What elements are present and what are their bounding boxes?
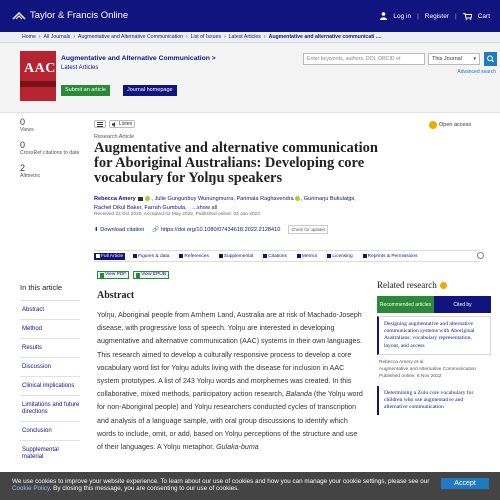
register-link[interactable]: Register bbox=[424, 12, 450, 20]
toc-item-results[interactable]: Results bbox=[20, 338, 80, 357]
metric-altmetric[interactable] bbox=[20, 164, 80, 179]
tab-label: Figures & data bbox=[138, 253, 170, 259]
license-icon bbox=[327, 254, 331, 258]
abstract-text bbox=[97, 309, 365, 454]
tab-label: Supplemental bbox=[223, 253, 254, 259]
open-access-icon bbox=[429, 121, 437, 129]
search-scope-value: This Journal bbox=[432, 56, 462, 62]
article-tabs bbox=[94, 250, 480, 262]
site-header bbox=[0, 0, 500, 32]
cookie-text-part: . By closing this message, you are consenting to our use of cookies. bbox=[49, 485, 240, 493]
tab-citations[interactable] bbox=[261, 253, 289, 260]
article-title: Augmentative and alternative communication for Aboriginal Australians: Developing core vocabulary for Yolŋu speakers bbox=[94, 140, 378, 186]
tab-full-article[interactable] bbox=[94, 253, 125, 260]
cover-band bbox=[20, 81, 56, 87]
epub-icon bbox=[136, 273, 140, 278]
image-icon bbox=[133, 254, 137, 258]
chevron-right-icon: › bbox=[38, 34, 41, 40]
search-icon bbox=[484, 52, 497, 66]
listen-button[interactable] bbox=[109, 120, 135, 128]
cart-icon[interactable] bbox=[463, 13, 472, 20]
quote-icon bbox=[179, 254, 183, 258]
chevron-right-icon: › bbox=[185, 34, 188, 40]
journal-header bbox=[0, 43, 500, 113]
tab-label: Citations bbox=[268, 253, 287, 259]
view-pdf-button[interactable] bbox=[97, 271, 129, 279]
related-article-card[interactable] bbox=[377, 316, 491, 355]
metric-label: Altmetric bbox=[20, 173, 41, 179]
related-title-text: Related research bbox=[377, 280, 437, 290]
advanced-search-link[interactable]: Advanced search bbox=[457, 69, 496, 75]
journal-title-link[interactable]: Augmentative and Alternative Communication > bbox=[61, 55, 216, 62]
view-epub-button[interactable] bbox=[133, 271, 169, 279]
search-input[interactable]: Enter keywords, authors, DOI, ORCID et bbox=[303, 53, 425, 65]
metric-label: CrossRef citations to date bbox=[20, 150, 80, 156]
download-icon: ⬇ bbox=[94, 226, 99, 233]
tab-cited-by[interactable]: Cited by bbox=[434, 296, 491, 313]
open-access-label: Open access bbox=[439, 122, 472, 128]
toc-item-discussion[interactable]: Discussion bbox=[20, 357, 80, 376]
metric-views bbox=[20, 118, 80, 133]
related-research bbox=[377, 280, 491, 415]
breadcrumb-current: Augmentative and alternative communicati .... bbox=[268, 34, 382, 40]
view-epub-label: View EPUB bbox=[141, 272, 166, 277]
chevron-right-icon: › bbox=[73, 34, 76, 40]
related-title bbox=[377, 280, 491, 290]
cookie-policy-link[interactable]: Cookie Policy bbox=[12, 485, 50, 493]
abstract-text-part: Yolŋu, Aboriginal people from Arnhem Land, Australia are at risk of Machado-Joseph disease, with progressive loss of speech. Yolŋu are interested in developing augmentative and alternative communication (AAC) systems in their own languages. This research aimed to develop a culturally responsive process to develop a core vocabulary word list for Yolŋu adults living with the disease for inclusion in AAC system prototypes. A list of 243 Yolŋu words and morphemes was created. In this collaborative, mixed methods, participatory action research, bbox=[97, 311, 362, 399]
related-tabs bbox=[377, 296, 491, 313]
download-buttons bbox=[97, 271, 169, 279]
article-metrics bbox=[20, 118, 80, 187]
author-link[interactable]: Rachel Dikul Baker, Farrah Gumbula, bbox=[94, 204, 187, 211]
pdf-icon bbox=[100, 273, 104, 278]
breadcrumb-home[interactable]: Home bbox=[22, 34, 36, 40]
author-link[interactable]: Rebecca Amery bbox=[94, 196, 136, 202]
cookie-text bbox=[12, 478, 432, 492]
breadcrumb-journal[interactable]: Augmentative and Alternative Communication bbox=[78, 34, 183, 40]
related-article-author: Rebecca Amery et al. bbox=[379, 359, 425, 365]
open-access-badge bbox=[429, 121, 471, 129]
tab-label: Full Article bbox=[101, 253, 124, 259]
tab-supplemental[interactable] bbox=[217, 253, 255, 260]
tab-label: References bbox=[184, 253, 209, 259]
check-updates-badge[interactable]: Check for updates bbox=[288, 225, 328, 234]
toc-title: In this article bbox=[20, 283, 63, 292]
orcid-icon[interactable] bbox=[295, 196, 300, 201]
view-pdf-label: View PDF bbox=[105, 272, 127, 277]
bar-chart-icon bbox=[297, 254, 301, 258]
accept-cookies-button[interactable]: Accept bbox=[441, 478, 489, 489]
email-icon[interactable] bbox=[138, 197, 143, 201]
show-all-authors-link[interactable]: ...show all bbox=[192, 204, 218, 211]
cookie-text-part: We use cookies to improve your website experience. To learn about our use of cookies and how you can manage your cookie settings, please see our bbox=[12, 478, 430, 485]
info-icon[interactable] bbox=[440, 282, 447, 289]
divider: | bbox=[455, 12, 457, 20]
search-scope-select[interactable] bbox=[428, 53, 480, 65]
listen-label: Listen bbox=[119, 121, 133, 127]
tab-references[interactable] bbox=[177, 253, 211, 260]
breadcrumb-latest[interactable]: Latest Articles bbox=[228, 34, 261, 40]
doi-link[interactable] bbox=[152, 227, 280, 233]
author-link[interactable]: , Gurimaŋu Bukulatjpi, bbox=[300, 196, 356, 202]
divider: | bbox=[417, 12, 419, 20]
tab-reprints[interactable] bbox=[361, 253, 420, 260]
metric-value: 2 bbox=[20, 163, 26, 173]
chevron-right-icon: › bbox=[223, 34, 226, 40]
tab-recommended[interactable]: Recommended articles bbox=[377, 296, 434, 313]
related-article-title[interactable]: Determining a Zulu core vocabulary for children who use augmentative and alternative communication bbox=[384, 389, 474, 411]
orcid-icon[interactable] bbox=[145, 196, 150, 201]
breadcrumb-all-journals[interactable]: All Journals bbox=[43, 34, 71, 40]
citation-row bbox=[94, 225, 328, 234]
cover-title: AAC bbox=[24, 61, 56, 76]
menu-button[interactable] bbox=[94, 120, 106, 128]
logo-icon bbox=[12, 11, 26, 21]
article-tools bbox=[94, 120, 135, 128]
download-citation-label: Download citation bbox=[100, 226, 145, 233]
chevron-down-icon: ▾ bbox=[473, 56, 476, 62]
article-dates: Received 23 Oct 2020, Accepted 02 May 2022, Published online: 04 Jan 2023 bbox=[94, 212, 260, 217]
document-icon bbox=[96, 254, 100, 258]
citations-icon bbox=[263, 254, 267, 258]
related-article-date: Published online: 8 Nov 2022 bbox=[379, 373, 442, 379]
journal-cover[interactable] bbox=[20, 51, 56, 101]
toc-item-method[interactable]: Method bbox=[20, 319, 80, 338]
breadcrumb bbox=[0, 32, 500, 43]
author-list bbox=[94, 195, 394, 212]
attachment-icon bbox=[219, 254, 223, 258]
tab-licensing[interactable] bbox=[325, 253, 354, 260]
chevron-right-icon: › bbox=[263, 34, 266, 40]
download-citation-link[interactable] bbox=[94, 227, 144, 233]
author-link[interactable]: , Julie Gungunbuy Wunungmurra, Parimala Raghavendra bbox=[151, 196, 294, 202]
tab-label: Reprints & Permissions bbox=[367, 253, 418, 259]
site-logo[interactable] bbox=[12, 10, 128, 21]
share-icon[interactable] bbox=[477, 252, 484, 259]
abstract-heading: Abstract bbox=[97, 290, 135, 301]
toc-item-conclusion[interactable]: Conclusion bbox=[20, 421, 80, 440]
related-article-card[interactable] bbox=[377, 386, 491, 416]
speaker-icon bbox=[112, 122, 117, 127]
abstract-term-balanda: Balanda bbox=[285, 390, 312, 399]
metric-crossref bbox=[20, 141, 80, 156]
tab-metrics[interactable] bbox=[295, 253, 319, 260]
metric-value: 0 bbox=[20, 140, 26, 150]
menu-icon bbox=[97, 122, 103, 127]
metric-label: Views bbox=[20, 127, 34, 133]
journal-homepage-button[interactable]: Journal homepage bbox=[123, 85, 177, 96]
abstract-text-part: (the Yolŋu word for non-Aboriginal people) and Yolŋu researchers conducted cycles of transcription and analysis of a language sample, with oral group discussions to identify which words to include, omit, or add, based on Yolŋu perceptions of the structure and use of their languages. A Yolŋu metaphor, bbox=[97, 390, 363, 452]
metric-value: 0 bbox=[20, 117, 26, 127]
tab-label: Licensing bbox=[332, 253, 353, 259]
journal-subtitle: Latest Articles bbox=[61, 65, 99, 71]
login-link[interactable]: Log in bbox=[393, 12, 412, 20]
abstract-term-gulaka: Gulaka-buma bbox=[216, 443, 259, 452]
doi-label: https://doi.org/10.1080/07434618.2022.2128410 bbox=[160, 226, 281, 233]
search-button[interactable] bbox=[484, 52, 497, 66]
user-icon bbox=[380, 12, 387, 20]
table-of-contents bbox=[20, 283, 80, 466]
related-article-journal: Augmentative and Alternative Communication bbox=[379, 366, 477, 372]
breadcrumb-issues[interactable]: List of Issues bbox=[190, 34, 221, 40]
account-links bbox=[380, 12, 490, 20]
article-type: Research Article bbox=[94, 134, 135, 140]
toc-item-abstract[interactable]: Abstract bbox=[20, 300, 80, 319]
related-article-title[interactable]: Designing augmentative and alternative communication systems with Aboriginal Australians: vocabulary representation, layout, and access bbox=[384, 321, 475, 349]
link-icon: 🔗 bbox=[152, 226, 160, 233]
cart-link[interactable]: Cart bbox=[477, 12, 490, 20]
toc-item-supplemental[interactable]: Supplemental material bbox=[20, 440, 80, 466]
toc-item-clinical-implications[interactable]: Clinical implications bbox=[20, 376, 80, 395]
tab-figures[interactable] bbox=[131, 253, 171, 260]
tab-label: Metrics bbox=[301, 253, 318, 259]
logo-text: Taylor & Francis Online bbox=[30, 10, 129, 21]
toc-item-limitations[interactable]: Limitations and future directions bbox=[20, 395, 80, 421]
submit-article-button[interactable]: Submit an article bbox=[61, 85, 110, 96]
reprints-icon bbox=[363, 254, 367, 258]
cookie-banner bbox=[0, 472, 500, 500]
related-article-meta bbox=[377, 355, 491, 380]
